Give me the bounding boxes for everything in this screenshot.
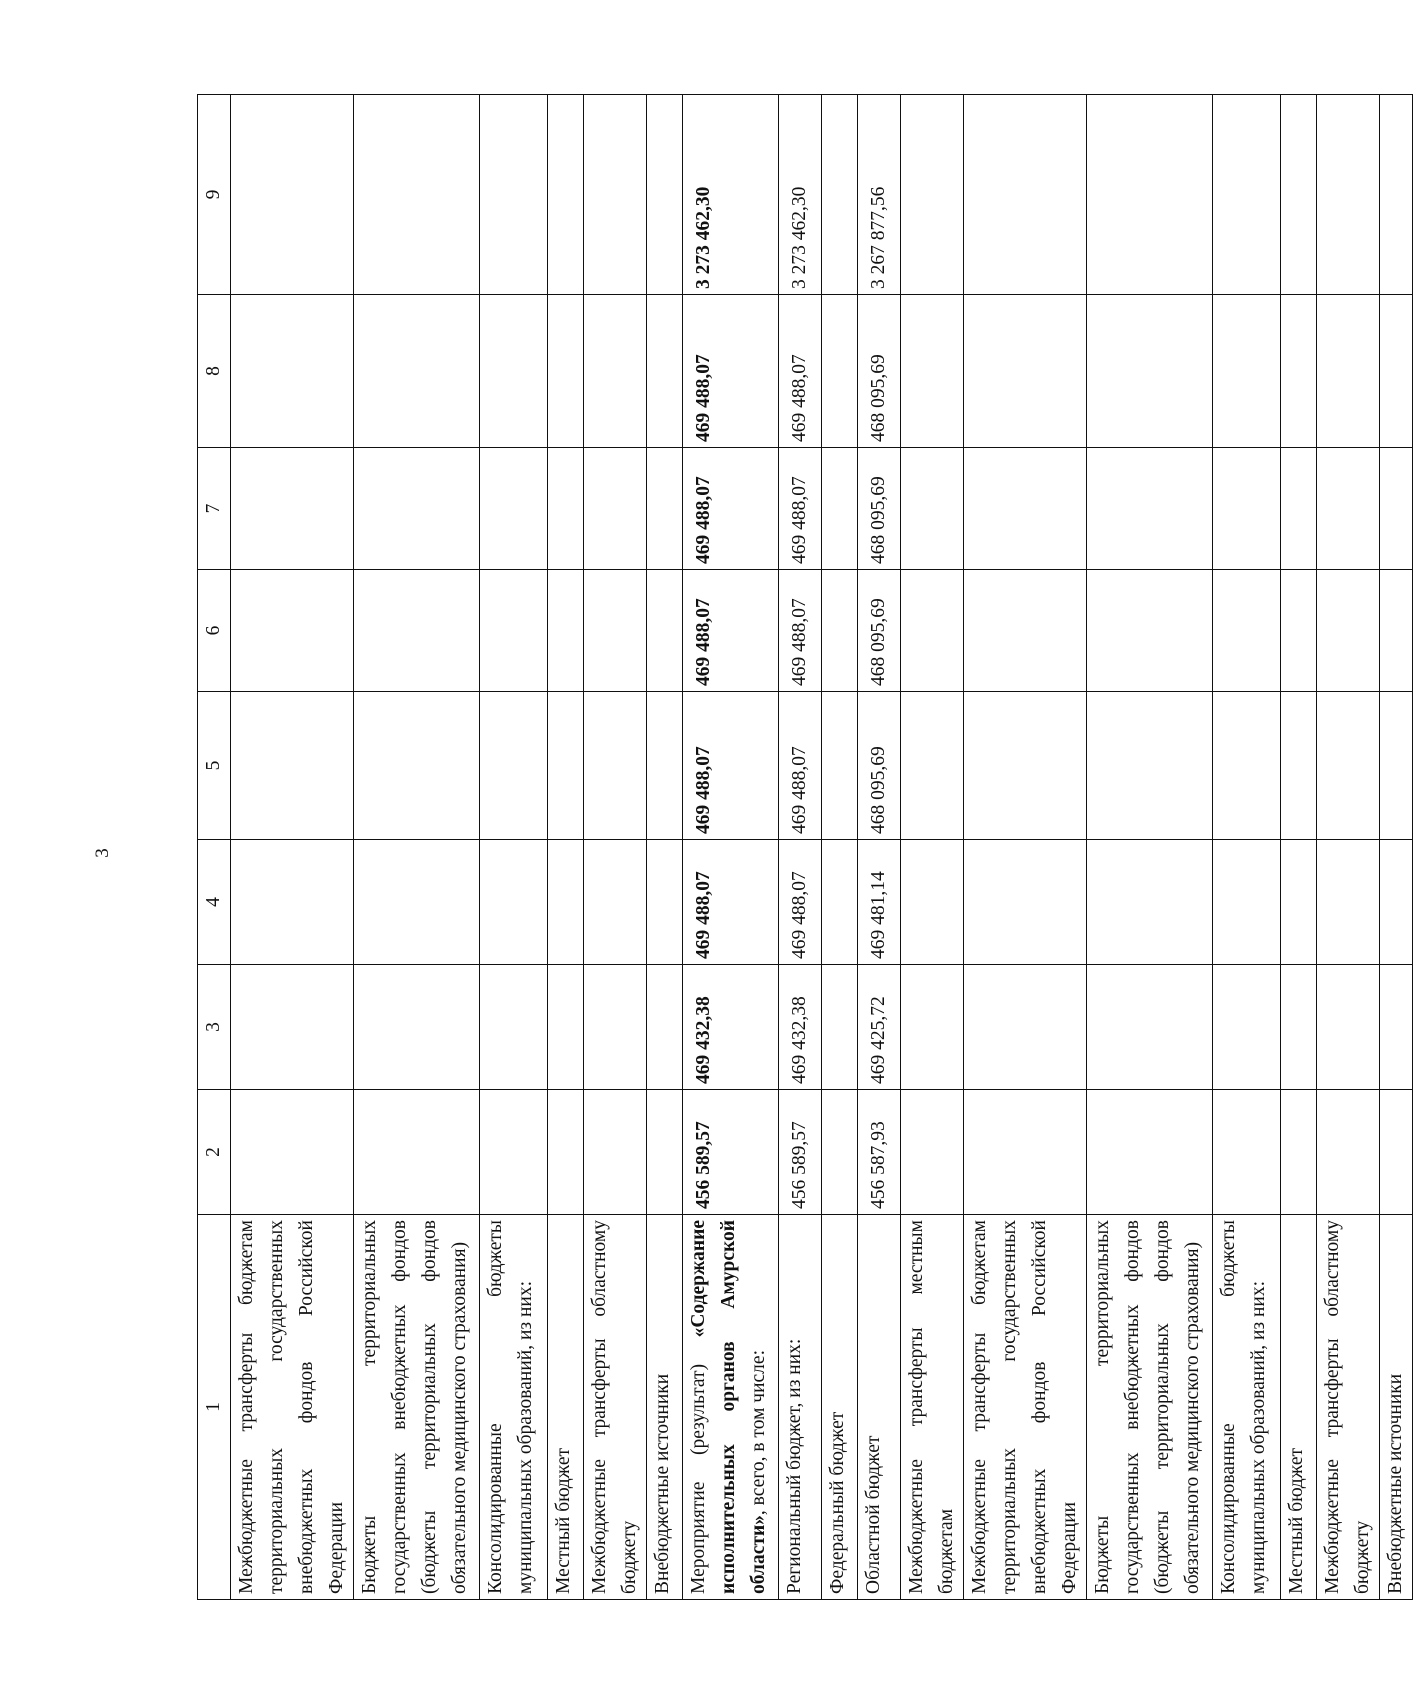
column-header-4: 4 <box>198 840 231 965</box>
value-cell-col-5 <box>548 692 584 840</box>
value-cell-col-2 <box>822 1090 858 1215</box>
table-row <box>1380 95 1413 1600</box>
value-cell-col-4: 469 488,07 <box>779 840 822 965</box>
value-cell-col-6 <box>480 570 548 692</box>
value-cell-col-8 <box>354 295 480 448</box>
value-cell-col-7: 469 488,07 <box>779 448 822 570</box>
value-cell-col-7 <box>1380 448 1413 570</box>
value-cell-col-6 <box>1380 570 1413 692</box>
value-cell-col-5 <box>822 692 858 840</box>
value-cell-col-3 <box>584 965 647 1090</box>
value-cell-col-6 <box>1087 570 1213 692</box>
value-cell-col-7 <box>480 448 548 570</box>
value-cell-col-3 <box>964 965 1087 1090</box>
value-cell-col-2 <box>354 1090 480 1215</box>
value-cell-col-2: 456 589,57 <box>683 1090 779 1215</box>
value-cell-col-4 <box>1317 840 1380 965</box>
row-label-emphasis: «Содержание исполнительных органов Амурской области» <box>688 1220 769 1594</box>
row-label: Местный бюджет <box>548 1215 584 1600</box>
value-cell-col-7 <box>647 448 683 570</box>
value-cell-col-3: 469 432,38 <box>779 965 822 1090</box>
value-cell-col-8 <box>548 295 584 448</box>
value-cell-col-7 <box>231 448 354 570</box>
value-cell-col-6 <box>354 570 480 692</box>
value-cell-col-9 <box>548 95 584 295</box>
value-cell-col-5 <box>480 692 548 840</box>
value-cell-col-8 <box>1087 295 1213 448</box>
row-label: Межбюджетные трансферты бюджетам территориальных государственных внебюджетных фондов Российской Федерации <box>231 1215 354 1600</box>
value-cell-col-9: 3 267 877,56 <box>858 95 901 295</box>
table-row <box>901 95 964 1600</box>
value-cell-col-8: 469 488,07 <box>779 295 822 448</box>
value-cell-col-5: 469 488,07 <box>779 692 822 840</box>
table-row <box>480 95 548 1600</box>
value-cell-col-6 <box>584 570 647 692</box>
value-cell-col-3 <box>1281 965 1317 1090</box>
value-cell-col-5 <box>354 692 480 840</box>
value-cell-col-6 <box>822 570 858 692</box>
page-number: 3 <box>91 848 113 858</box>
value-cell-col-4 <box>1281 840 1317 965</box>
table-row <box>1087 95 1213 1600</box>
table-row <box>231 95 354 1600</box>
row-label: Межбюджетные трансферты местным бюджетам <box>901 1215 964 1600</box>
value-cell-col-8: 468 095,69 <box>858 295 901 448</box>
value-cell-col-2 <box>964 1090 1087 1215</box>
value-cell-col-2 <box>901 1090 964 1215</box>
row-label: Бюджеты территориальных государственных внебюджетных фондов (бюджеты территориальных фондов обязательного медицинского страхования) <box>354 1215 480 1600</box>
value-cell-col-7 <box>1213 448 1281 570</box>
value-cell-col-5 <box>647 692 683 840</box>
value-cell-col-9 <box>1213 95 1281 295</box>
value-cell-col-2 <box>1380 1090 1413 1215</box>
value-cell-col-3 <box>1317 965 1380 1090</box>
column-number-header-row <box>198 95 231 1600</box>
value-cell-col-2 <box>1213 1090 1281 1215</box>
row-label: Консолидированные бюджеты муниципальных образований, из них: <box>480 1215 548 1600</box>
value-cell-col-8 <box>822 295 858 448</box>
row-label: Местный бюджет <box>1281 1215 1317 1600</box>
table-row <box>584 95 647 1600</box>
value-cell-col-2 <box>231 1090 354 1215</box>
value-cell-col-3 <box>1213 965 1281 1090</box>
value-cell-col-3: 469 432,38 <box>683 965 779 1090</box>
value-cell-col-4 <box>584 840 647 965</box>
value-cell-col-9 <box>1317 95 1380 295</box>
value-cell-col-5 <box>1281 692 1317 840</box>
value-cell-col-5 <box>584 692 647 840</box>
row-label: Межбюджетные трансферты областному бюджету <box>1317 1215 1380 1600</box>
value-cell-col-4 <box>1087 840 1213 965</box>
value-cell-col-8 <box>964 295 1087 448</box>
value-cell-col-3 <box>822 965 858 1090</box>
column-header-2: 2 <box>198 1090 231 1215</box>
value-cell-col-4 <box>548 840 584 965</box>
value-cell-col-9: 3 273 462,30 <box>683 95 779 295</box>
value-cell-col-6 <box>964 570 1087 692</box>
value-cell-col-3 <box>901 965 964 1090</box>
value-cell-col-9 <box>964 95 1087 295</box>
value-cell-col-8 <box>231 295 354 448</box>
table-row <box>779 95 822 1600</box>
budget-table <box>197 94 1413 1600</box>
value-cell-col-8: 469 488,07 <box>683 295 779 448</box>
value-cell-col-3 <box>548 965 584 1090</box>
row-label: Бюджеты территориальных государственных внебюджетных фондов (бюджеты территориальных фондов обязательного медицинского страхования) <box>1087 1215 1213 1600</box>
table-row <box>1213 95 1281 1600</box>
value-cell-col-9 <box>647 95 683 295</box>
value-cell-col-8 <box>1281 295 1317 448</box>
value-cell-col-4 <box>901 840 964 965</box>
table-row <box>647 95 683 1600</box>
value-cell-col-8 <box>480 295 548 448</box>
table-row <box>858 95 901 1600</box>
value-cell-col-9 <box>480 95 548 295</box>
row-label <box>683 1215 779 1600</box>
value-cell-col-3 <box>231 965 354 1090</box>
value-cell-col-9: 3 273 462,30 <box>779 95 822 295</box>
value-cell-col-4 <box>822 840 858 965</box>
value-cell-col-7 <box>964 448 1087 570</box>
value-cell-col-5 <box>1380 692 1413 840</box>
value-cell-col-2 <box>584 1090 647 1215</box>
value-cell-col-9 <box>822 95 858 295</box>
table-row <box>354 95 480 1600</box>
row-label: Консолидированные бюджеты муниципальных образований, из них: <box>1213 1215 1281 1600</box>
table-row <box>822 95 858 1600</box>
value-cell-col-2 <box>1317 1090 1380 1215</box>
value-cell-col-8 <box>1380 295 1413 448</box>
value-cell-col-9 <box>901 95 964 295</box>
table-body <box>231 95 1413 1600</box>
value-cell-col-6: 469 488,07 <box>683 570 779 692</box>
value-cell-col-9 <box>354 95 480 295</box>
value-cell-col-8 <box>584 295 647 448</box>
value-cell-col-3 <box>354 965 480 1090</box>
value-cell-col-7 <box>1281 448 1317 570</box>
value-cell-col-5: 468 095,69 <box>858 692 901 840</box>
column-header-3: 3 <box>198 965 231 1090</box>
row-label-suffix: , всего, в том числе: <box>748 1350 769 1516</box>
column-header-8: 8 <box>198 295 231 448</box>
row-label: Межбюджетные трансферты бюджетам территориальных государственных внебюджетных фондов Российской Федерации <box>964 1215 1087 1600</box>
rotated-page-content <box>197 95 1406 1600</box>
column-header-1: 1 <box>198 1215 231 1600</box>
value-cell-col-3: 469 425,72 <box>858 965 901 1090</box>
row-label-prefix: Мероприятие (результат) <box>688 1337 709 1594</box>
value-cell-col-5 <box>964 692 1087 840</box>
table-row <box>683 95 779 1600</box>
value-cell-col-7 <box>584 448 647 570</box>
value-cell-col-5: 469 488,07 <box>683 692 779 840</box>
value-cell-col-9 <box>1087 95 1213 295</box>
value-cell-col-6: 468 095,69 <box>858 570 901 692</box>
value-cell-col-9 <box>231 95 354 295</box>
value-cell-col-2 <box>647 1090 683 1215</box>
value-cell-col-4 <box>480 840 548 965</box>
row-label: Внебюджетные источники <box>1380 1215 1413 1600</box>
value-cell-col-3 <box>1087 965 1213 1090</box>
value-cell-col-6: 469 488,07 <box>779 570 822 692</box>
value-cell-col-5 <box>1317 692 1380 840</box>
value-cell-col-9 <box>584 95 647 295</box>
row-label: Региональный бюджет, из них: <box>779 1215 822 1600</box>
value-cell-col-3 <box>647 965 683 1090</box>
value-cell-col-5 <box>1087 692 1213 840</box>
value-cell-col-7 <box>1317 448 1380 570</box>
value-cell-col-5 <box>901 692 964 840</box>
value-cell-col-3 <box>1380 965 1413 1090</box>
row-label: Областной бюджет <box>858 1215 901 1600</box>
value-cell-col-7 <box>1087 448 1213 570</box>
value-cell-col-2 <box>1281 1090 1317 1215</box>
value-cell-col-4 <box>354 840 480 965</box>
value-cell-col-8 <box>1213 295 1281 448</box>
value-cell-col-4 <box>1213 840 1281 965</box>
table-row <box>1281 95 1317 1600</box>
table-row <box>548 95 584 1600</box>
value-cell-col-2 <box>480 1090 548 1215</box>
value-cell-col-5 <box>1213 692 1281 840</box>
value-cell-col-7 <box>901 448 964 570</box>
value-cell-col-5 <box>231 692 354 840</box>
value-cell-col-4 <box>964 840 1087 965</box>
value-cell-col-2: 456 589,57 <box>779 1090 822 1215</box>
value-cell-col-4 <box>231 840 354 965</box>
column-header-7: 7 <box>198 448 231 570</box>
value-cell-col-7 <box>822 448 858 570</box>
value-cell-col-6 <box>901 570 964 692</box>
value-cell-col-4 <box>647 840 683 965</box>
value-cell-col-6 <box>548 570 584 692</box>
value-cell-col-8 <box>647 295 683 448</box>
value-cell-col-4: 469 481,14 <box>858 840 901 965</box>
value-cell-col-6 <box>1317 570 1380 692</box>
value-cell-col-7: 469 488,07 <box>683 448 779 570</box>
value-cell-col-4 <box>1380 840 1413 965</box>
value-cell-col-7 <box>354 448 480 570</box>
value-cell-col-4: 469 488,07 <box>683 840 779 965</box>
value-cell-col-6 <box>1213 570 1281 692</box>
value-cell-col-7 <box>548 448 584 570</box>
column-header-6: 6 <box>198 570 231 692</box>
value-cell-col-9 <box>1380 95 1413 295</box>
table-row <box>964 95 1087 1600</box>
value-cell-col-8 <box>901 295 964 448</box>
value-cell-col-9 <box>1281 95 1317 295</box>
value-cell-col-3 <box>480 965 548 1090</box>
column-header-9: 9 <box>198 95 231 295</box>
value-cell-col-2: 456 587,93 <box>858 1090 901 1215</box>
value-cell-col-8 <box>1317 295 1380 448</box>
value-cell-col-7: 468 095,69 <box>858 448 901 570</box>
value-cell-col-6 <box>647 570 683 692</box>
table-row <box>1317 95 1380 1600</box>
row-label: Межбюджетные трансферты областному бюджету <box>584 1215 647 1600</box>
value-cell-col-6 <box>231 570 354 692</box>
value-cell-col-6 <box>1281 570 1317 692</box>
value-cell-col-2 <box>1087 1090 1213 1215</box>
row-label: Внебюджетные источники <box>647 1215 683 1600</box>
column-header-5: 5 <box>198 692 231 840</box>
value-cell-col-2 <box>548 1090 584 1215</box>
row-label: Федеральный бюджет <box>822 1215 858 1600</box>
